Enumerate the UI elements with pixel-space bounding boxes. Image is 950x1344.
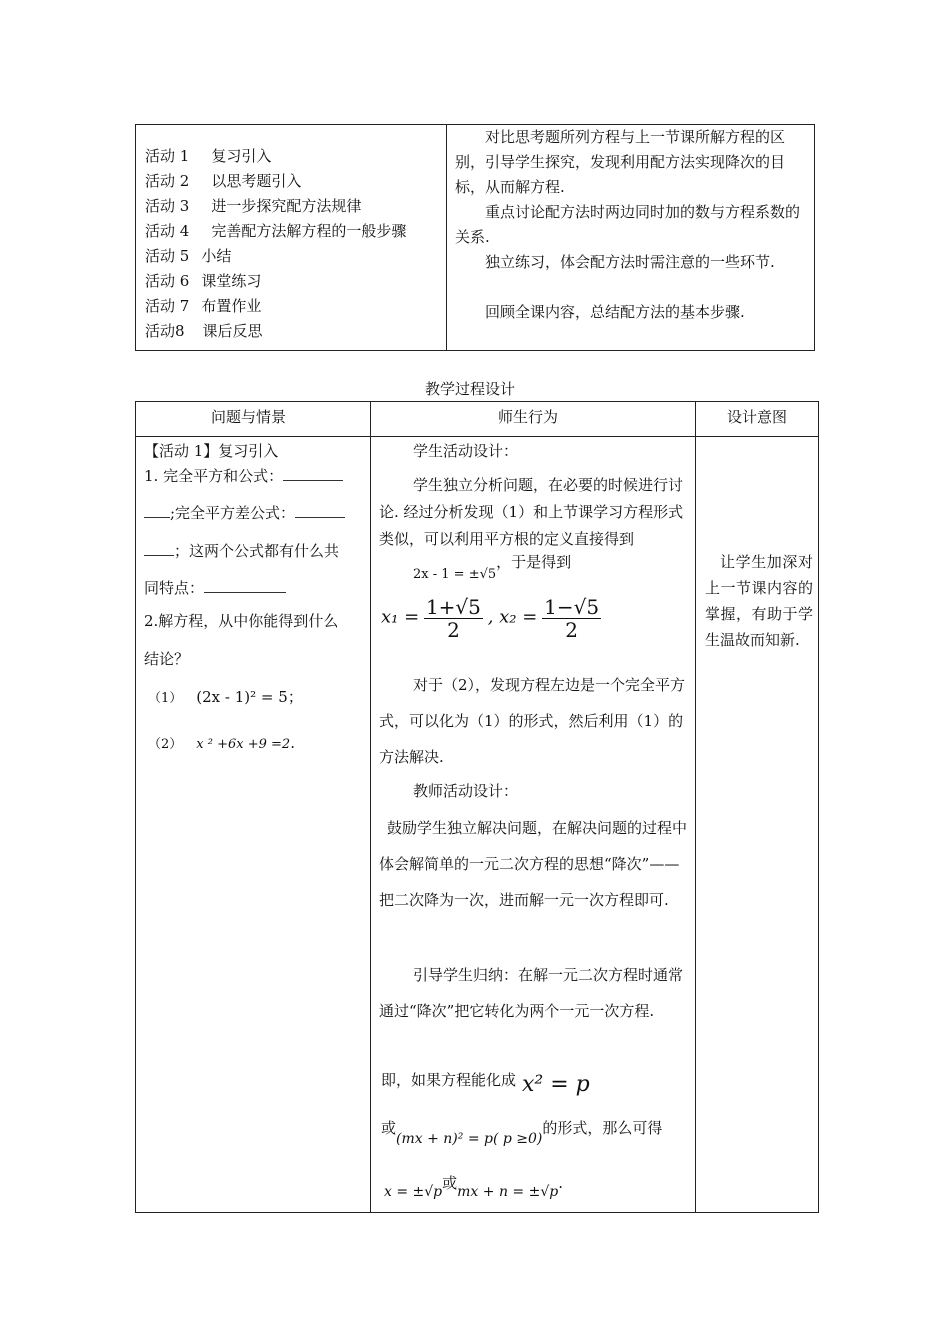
activity-heading: 【活动 1】复习引入 (144, 442, 279, 460)
summary-line-1: 即，如果方程能化成 x² = p (381, 1071, 590, 1097)
answer-blank[interactable] (144, 503, 170, 518)
overview-paragraph: 重点讨论配方法时两边同时加的数与方程系数的关系. (455, 203, 801, 246)
root-1-fraction: $\frac{1+√5}{2}$ (425, 595, 481, 642)
answer-blank[interactable] (283, 466, 343, 481)
activity-item: 活动8 课后反思 (145, 322, 263, 340)
roots-formula: x₁ = $\frac{1+√5}{2}$ , x₂ = $\frac{1-√5}{2}$ (381, 595, 600, 642)
overview-paragraph: 独立练习，体会配方法时需注意的一些环节. (485, 253, 775, 271)
root-2-fraction: $\frac{1-√5}{2}$ (544, 595, 600, 642)
activity-item: 活动 7 布置作业 (145, 297, 262, 315)
overview-divider (446, 125, 447, 350)
equation-1: （1） (2x - 1)² = 5； (148, 688, 303, 706)
solution-1: x = ±√p (384, 1184, 443, 1200)
activity-item: 活动 1 复习引入 (145, 147, 272, 165)
question-2: 2.解方程，从中你能得到什么 (144, 612, 339, 630)
overview-paragraph: 对比思考题所列方程与上一节课所解方程的区别，引导学生探究，发现利用配方法实现降次的目标，从而解方程. (455, 128, 786, 196)
summary-line-3: x = ±√p或mx + n = ±√p. (384, 1174, 563, 1200)
equation-2: （2） x ² +6x +9 =2. (148, 734, 295, 752)
equation-1-expr: (2x - 1)² = 5 (196, 688, 288, 706)
activity-item: 活动 3 进一步探究配方法规律 (145, 197, 362, 215)
student-design-title: 学生活动设计： (413, 442, 519, 460)
answer-blank[interactable] (295, 503, 345, 518)
question-1-cont: ;完全平方差公式： (144, 502, 345, 523)
header-intent: 设计意图 (727, 408, 788, 426)
solution-2: mx + n = ±√p (457, 1184, 559, 1200)
student-paragraph: 学生独立分析问题，在必要的时候进行讨论. 经过分析发现（1）和上节课学习方程形式类似，可以利用平方根的定义直接得到 (379, 476, 684, 548)
activity-item: 活动 4 完善配方法解方程的一般步骤 (145, 222, 407, 240)
section-title: 教学过程设计 (425, 380, 516, 398)
question-1-cont: 同特点： (144, 577, 286, 598)
summary-line-2: 或(mx + n)² = p( p ≥0)的形式，那么可得 (381, 1119, 663, 1147)
question-1: 1. 完全平方和公式： (144, 465, 343, 486)
equation-mx-n: (mx + n)² = p( p ≥0) (396, 1131, 543, 1147)
answer-blank[interactable] (204, 578, 286, 593)
activity-item: 活动 6 课堂练习 (145, 272, 262, 290)
header-behavior: 师生行为 (498, 408, 559, 426)
overview-paragraph: 回顾全课内容，总结配方法的基本步骤. (485, 303, 745, 321)
activity-item: 活动 2 以思考题引入 (145, 172, 302, 190)
student-paragraph: 对于（2），发现方程左边是一个完全平方式，可以化为（1）的形式，然后利用（1）的方法解决. (379, 676, 686, 766)
answer-blank[interactable] (144, 541, 174, 556)
sqrt-equation: 2x - 1 = ±√5，于是得到 (413, 553, 572, 582)
column-divider (695, 402, 696, 1212)
design-intent: 让学生加深对上一节课内容的掌握，有助于学生温故而知新. (705, 553, 813, 649)
question-1-cont: ；这两个公式都有什么共 (144, 540, 339, 561)
teacher-paragraph: 鼓励学生独立解决问题，在解决问题的过程中体会解简单的一元二次方程的思想“降次”——把二次降为一次，进而解一元一次方程即可. (379, 819, 688, 909)
equation-2-expr: x ² +6x +9 =2 (196, 737, 291, 752)
question-2-cont: 结论？ (144, 650, 190, 668)
teacher-design-title: 教师活动设计： (413, 782, 519, 800)
header-divider (136, 436, 818, 437)
activity-item: 活动 5 小结 (145, 247, 232, 265)
equation-x-squared: x² = p (522, 1072, 590, 1097)
teacher-paragraph: 引导学生归纳：在解一元二次方程时通常通过“降次”把它转化为两个一元一次方程. (379, 966, 684, 1020)
column-divider (370, 402, 371, 1212)
header-problem: 问题与情景 (211, 408, 287, 426)
